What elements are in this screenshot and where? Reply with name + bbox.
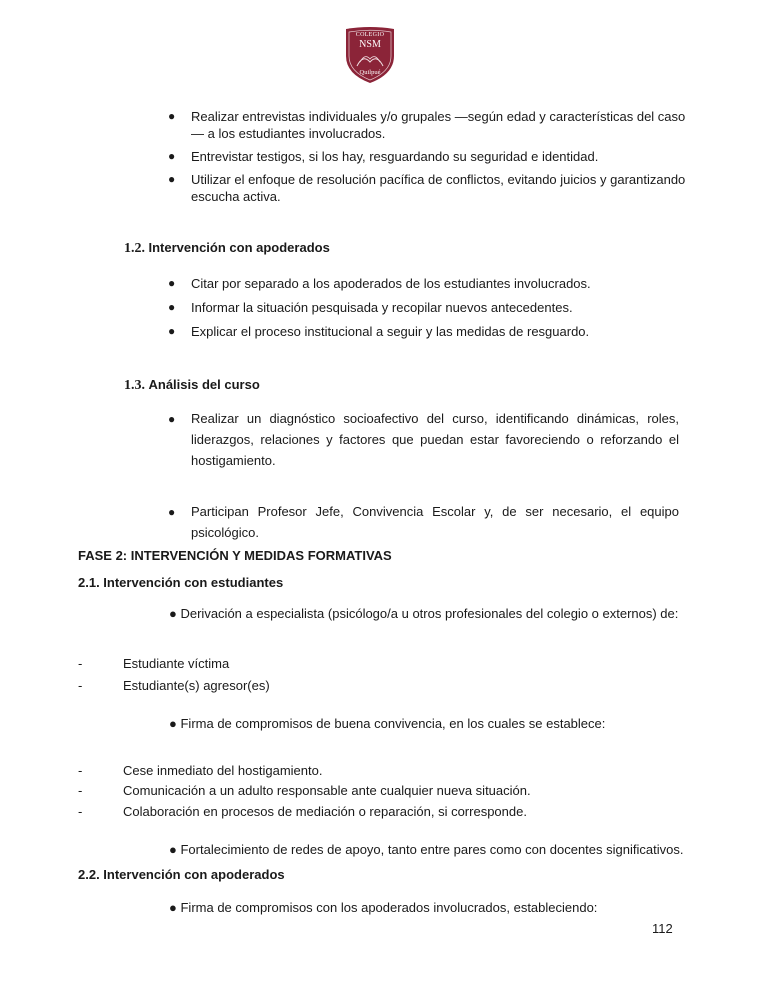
list-item: Estudiante víctima	[123, 656, 230, 671]
school-logo	[343, 26, 397, 84]
section-heading-2-1: 2.1. Intervención con estudiantes	[78, 575, 284, 590]
list-item: Cese inmediato del hostigamiento.	[123, 763, 323, 778]
list-item: Explicar el proceso institucional a seguir y las medidas de resguardo.	[191, 324, 590, 339]
bullet-marker: ●	[168, 300, 176, 314]
list-item: Comunicación a un adulto responsable ante cualquier nueva situación.	[123, 783, 531, 798]
dash-marker: -	[78, 763, 83, 778]
list-item: Estudiante(s) agresor(es)	[123, 678, 270, 693]
page-number: 112	[652, 921, 673, 936]
list-item	[169, 606, 678, 621]
section-heading-1-2	[124, 240, 330, 257]
list-item	[169, 716, 605, 731]
dash-marker: -	[78, 678, 83, 693]
logo-line-2: NSM	[359, 39, 381, 50]
section-heading-2-2: 2.2. Intervención con apoderados	[78, 867, 285, 882]
bullet-marker: ●	[168, 149, 176, 163]
bullet-marker: ●	[168, 505, 176, 519]
bullet-marker: ●	[169, 900, 177, 915]
section-title: Análisis del curso	[148, 377, 260, 392]
list-item: Informar la situación pesquisada y recopilar nuevos antecedentes.	[191, 300, 573, 315]
phase-heading: FASE 2: INTERVENCIÓN Y MEDIDAS FORMATIVAS	[78, 548, 392, 563]
section-number: 1.3.	[124, 378, 145, 393]
bullet-marker: ●	[168, 324, 176, 338]
bullet-marker: ●	[169, 606, 177, 621]
list-item-text: Derivación a especialista (psicólogo/a u otros profesionales del colegio o externos) de:	[180, 606, 679, 621]
list-item	[191, 171, 690, 205]
logo-line-3: Quilpué	[359, 69, 381, 76]
dash-marker: -	[78, 783, 83, 798]
section-heading-1-3	[124, 377, 260, 394]
list-item-text: Firma de compromisos de buena convivencia, en los cuales se establece:	[180, 716, 606, 731]
bullet-marker: ●	[169, 842, 177, 857]
list-item	[169, 842, 683, 857]
list-item-text: Fortalecimiento de redes de apoyo, tanto entre pares como con docentes significativos.	[180, 842, 684, 857]
dash-marker: -	[78, 804, 83, 819]
section-title: Intervención con apoderados	[148, 240, 330, 255]
bullet-marker: ●	[168, 412, 176, 426]
list-item: Colaboración en procesos de mediación o reparación, si corresponde.	[123, 804, 527, 819]
list-item: Realizar un diagnóstico socioafectivo del curso, identificando dinámicas, roles, liderazgos, relaciones y factores que puedan estar favoreciendo o reforzando el hostigamiento.	[191, 411, 679, 468]
bullet-marker: ●	[169, 716, 177, 731]
list-item	[169, 900, 597, 915]
list-item-text: Firma de compromisos con los apoderados involucrados, estableciendo:	[180, 900, 598, 915]
list-item-line: escucha activa.	[191, 189, 281, 204]
list-item-line: Realizar entrevistas individuales y/o grupales —según edad y características del caso	[191, 109, 686, 124]
list-item-line: — a los estudiantes involucrados.	[191, 126, 386, 141]
list-item: Citar por separado a los apoderados de los estudiantes involucrados.	[191, 276, 591, 291]
section-number: 1.2.	[124, 241, 145, 256]
list-item	[191, 148, 690, 165]
bullet-marker: ●	[168, 172, 176, 186]
list-item-line: Entrevistar testigos, si los hay, resguardando su seguridad e identidad.	[191, 149, 599, 164]
dash-marker: -	[78, 656, 83, 671]
bullet-marker: ●	[168, 109, 176, 123]
logo-line-1: COLEGIO	[355, 32, 385, 38]
list-item: Participan Profesor Jefe, Convivencia Escolar y, de ser necesario, el equipo psicológico.	[191, 504, 679, 540]
list-item	[191, 108, 690, 142]
list-item-line: Utilizar el enfoque de resolución pacífica de conflictos, evitando juicios y garantizando	[191, 172, 686, 187]
bullet-marker: ●	[168, 276, 176, 290]
